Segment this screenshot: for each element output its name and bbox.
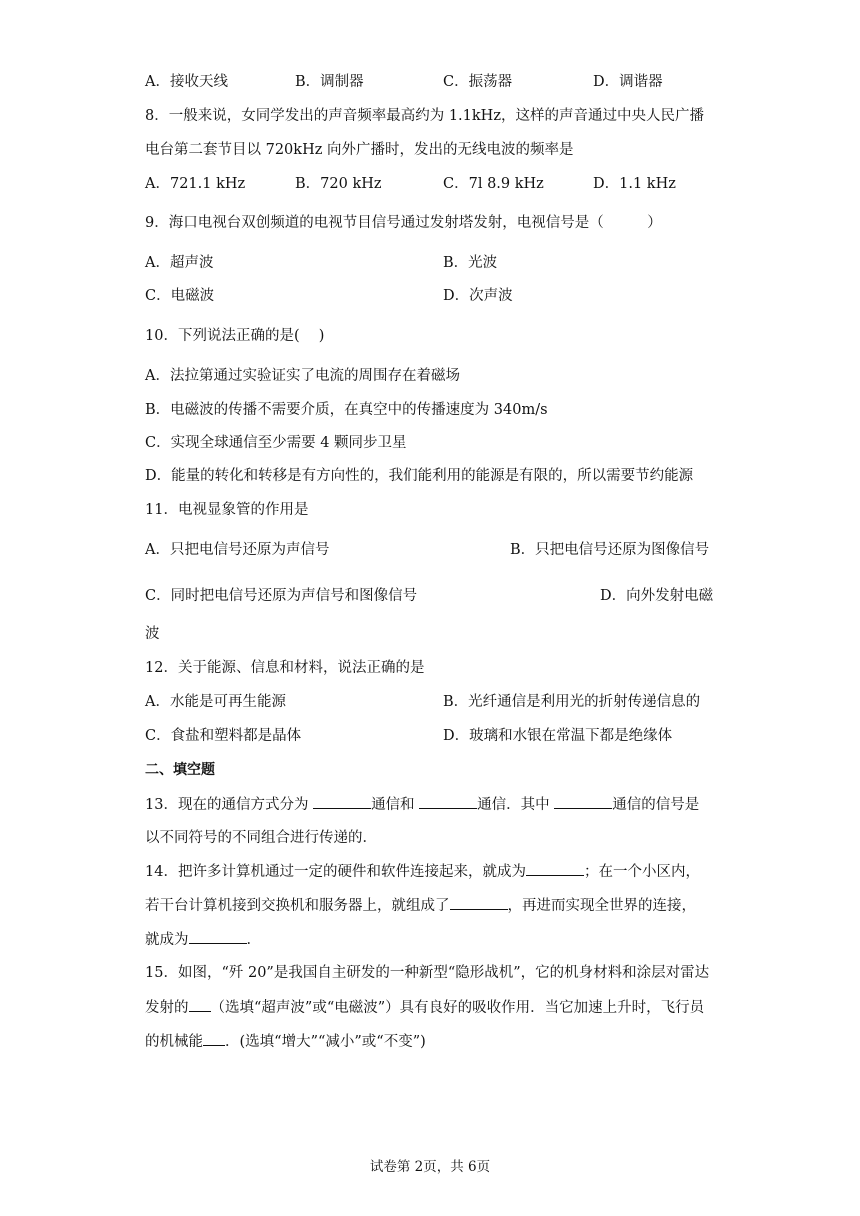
q14-line2 bbox=[145, 895, 696, 916]
q15-text-4: ．(选填“增大”“减小”或“不变”) bbox=[225, 1034, 426, 1050]
q10-option-a: A．法拉第通过实验证实了电流的周围存在着磁场 bbox=[145, 368, 460, 384]
q15-blank-1[interactable] bbox=[189, 997, 211, 1012]
q7-option-b: B．调制器 bbox=[295, 74, 364, 90]
q12-stem: 12．关于能源、信息和材料，说法正确的是 bbox=[145, 660, 425, 676]
q9-stem: 9．海口电视台双创频道的电视节目信号通过发射塔发射，电视信号是（ ） bbox=[145, 215, 662, 231]
q14-text-6: ． bbox=[246, 932, 261, 948]
q8-option-a: A．721.1 kHz bbox=[145, 176, 246, 192]
q10-option-d: D．能量的转化和转移是有方向性的，我们能利用的能源是有限的，所以需要节约能源 bbox=[145, 468, 694, 484]
q13-line1 bbox=[145, 794, 699, 815]
q13-text-2: 通信和 bbox=[371, 797, 420, 813]
q12-option-c: C．食盐和塑料都是晶体 bbox=[145, 728, 302, 744]
q9-option-c: C．电磁波 bbox=[145, 288, 215, 304]
q14-text-5: 就成为 bbox=[145, 932, 189, 948]
q8-stem-line1: 8．一般来说，女同学发出的声音频率最高约为 1.1kHz，这样的声音通过中央人民广播 bbox=[145, 108, 704, 124]
q7-option-a: A．接收天线 bbox=[145, 74, 228, 90]
q14-text-3: 若干台计算机接到交换机和服务器上，就组成了 bbox=[145, 898, 450, 914]
q13-line2: 以不同符号的不同组合进行传递的． bbox=[145, 830, 377, 846]
q10-option-b: B．电磁波的传播不需要介质，在真空中的传播速度为 340m/s bbox=[145, 402, 548, 418]
q14-blank-1[interactable] bbox=[526, 861, 584, 876]
q13-text-3: 通信．其中 bbox=[477, 797, 555, 813]
q15-blank-2[interactable] bbox=[203, 1031, 225, 1046]
q8-option-b: B．720 kHz bbox=[295, 176, 382, 192]
q11-option-a: A．只把电信号还原为声信号 bbox=[145, 542, 330, 558]
q14-text-2: ；在一个小区内， bbox=[583, 864, 700, 880]
q15-line2 bbox=[145, 997, 704, 1018]
q11-option-c: C．同时把电信号还原为声信号和图像信号 bbox=[145, 588, 418, 604]
page-footer: 试卷第 2页，共 6页 bbox=[369, 1159, 491, 1175]
q7-option-c: C．振荡器 bbox=[443, 74, 513, 90]
q15-text-3: 的机械能 bbox=[145, 1034, 203, 1050]
q11-option-b: B．只把电信号还原为图像信号 bbox=[510, 542, 710, 558]
q9-option-a: A．超声波 bbox=[145, 255, 214, 271]
q9-option-b: B．光波 bbox=[443, 255, 498, 271]
q15-text-2: （选填“超声波”或“电磁波”）具有良好的吸收作用．当它加速上升时，飞行员 bbox=[210, 1000, 705, 1016]
q10-option-c: C．实现全球通信至少需要 4 颗同步卫星 bbox=[145, 435, 407, 451]
q14-text-1: 14．把许多计算机通过一定的硬件和软件连接起来，就成为 bbox=[145, 864, 526, 880]
q11-option-d-wrap: 波 bbox=[145, 626, 160, 642]
q8-option-d: D．1.1 kHz bbox=[593, 176, 676, 192]
q12-option-b: B．光纤通信是利用光的折射传递信息的 bbox=[443, 694, 701, 710]
q13-blank-1[interactable] bbox=[313, 794, 371, 809]
q13-text-1: 13．现在的通信方式分为 bbox=[145, 797, 314, 813]
q7-option-d: D．调谐器 bbox=[593, 74, 663, 90]
q14-blank-3[interactable] bbox=[189, 929, 247, 944]
q14-text-4: ，再进而实现全世界的连接， bbox=[507, 898, 696, 914]
q15-text-1: 发射的 bbox=[145, 1000, 189, 1016]
q14-line1 bbox=[145, 861, 700, 882]
q12-option-d: D．玻璃和水银在常温下都是绝缘体 bbox=[443, 728, 673, 744]
q15-line1: 15．如图，“歼 20”是我国自主研发的一种新型“隐形战机”，它的机身材料和涂层对雷达 bbox=[145, 965, 710, 981]
q15-line3 bbox=[145, 1031, 426, 1052]
q8-option-c: C．7l 8.9 kHz bbox=[443, 176, 544, 192]
section-title: 二、填空题 bbox=[145, 762, 215, 778]
q13-blank-3[interactable] bbox=[554, 794, 612, 809]
q9-option-d: D．次声波 bbox=[443, 288, 513, 304]
q14-line3 bbox=[145, 929, 261, 950]
q13-blank-2[interactable] bbox=[419, 794, 477, 809]
q14-blank-2[interactable] bbox=[450, 895, 508, 910]
q10-stem: 10．下列说法正确的是( ) bbox=[145, 328, 325, 344]
q8-stem-line2: 电台第二套节目以 720kHz 向外广播时，发出的无线电波的频率是 bbox=[145, 142, 574, 158]
q12-option-a: A．水能是可再生能源 bbox=[145, 694, 286, 710]
q13-text-4: 通信的信号是 bbox=[612, 797, 700, 813]
q11-stem: 11．电视显象管的作用是 bbox=[145, 502, 309, 518]
q11-option-d: D．向外发射电磁 bbox=[600, 588, 714, 604]
